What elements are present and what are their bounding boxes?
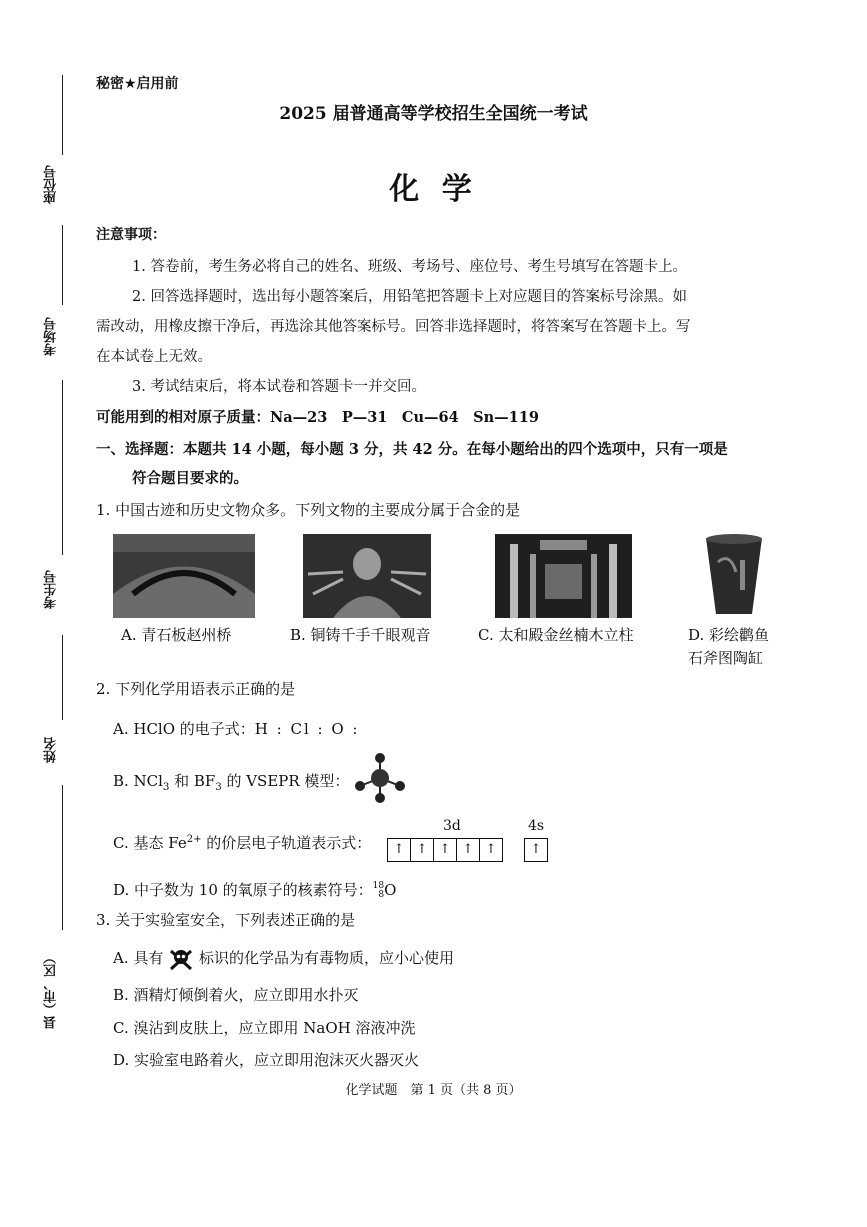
q1-option-c[interactable]: C. 太和殿金丝楠木立柱 bbox=[478, 626, 634, 644]
nuclide-symbol: O bbox=[384, 881, 397, 899]
binding-line-3 bbox=[62, 380, 63, 555]
q1-option-d-cont: 石斧图陶缸 bbox=[688, 649, 764, 667]
q2-option-b-suffix: 的 VSEPR 模型： bbox=[221, 772, 350, 790]
orbital-4s-label: 4s bbox=[528, 818, 545, 834]
q2-option-c-prefix: C. 基态 Fe bbox=[113, 834, 187, 852]
q2-option-b-mid: 和 BF bbox=[169, 772, 216, 790]
seat-number-label: 座位号 bbox=[44, 165, 59, 205]
q2-option-a[interactable] bbox=[113, 718, 359, 739]
skull-crossbones-icon bbox=[168, 947, 194, 971]
q3-option-c[interactable]: C. 溴沾到皮肤上，应立即用 NaOH 溶液冲洗 bbox=[113, 1019, 416, 1037]
page-footer: 化学试题 第 1 页（共 8 页） bbox=[345, 1083, 522, 1098]
q2-option-b-prefix: B. NCl bbox=[113, 772, 163, 790]
q2-option-d[interactable] bbox=[113, 879, 396, 900]
section-one-line1: 一、选择题：本题共 14 小题，每小题 3 分，共 42 分。在每小题给出的四个选项中，只有一项是 bbox=[96, 441, 728, 458]
q3-option-b[interactable]: B. 酒精灯倾倒着火，应立即用水扑灭 bbox=[113, 986, 359, 1004]
q3-stem: 3. 关于实验室安全，下列表述正确的是 bbox=[96, 911, 356, 929]
q1-stem: 1. 中国古迹和历史文物众多。下列文物的主要成分属于合金的是 bbox=[96, 501, 521, 519]
county-label: 县（市、区） bbox=[44, 951, 59, 1029]
orbital-box: ↑ bbox=[524, 838, 548, 862]
q2-option-b[interactable] bbox=[113, 770, 349, 793]
nuclide-mass-number: 18 bbox=[372, 881, 385, 891]
ncl3-subscript: 3 bbox=[162, 782, 170, 793]
atomic-masses: 可能用到的相对原子质量：Na—23 P—31 Cu—64 Sn—119 bbox=[96, 409, 539, 426]
notice-item-1: 1. 答卷前，考生务必将自己的姓名、班级、考场号、座位号、考生号填写在答题卡上。 bbox=[132, 259, 687, 275]
nuclide-atomic-number: 8 bbox=[378, 890, 385, 900]
q1-option-d[interactable]: D. 彩绘鹳鱼 bbox=[688, 626, 770, 644]
q3-option-a-prefix: A. 具有 bbox=[113, 949, 164, 967]
q3-option-a-suffix: 标识的化学品为有毒物质，应小心使用 bbox=[198, 949, 454, 967]
q1-option-a[interactable]: A. 青石板赵州桥 bbox=[121, 626, 232, 644]
orbital-box: ↑ bbox=[456, 838, 480, 862]
q3-option-d[interactable]: D. 实验室电路着火，应立即用泡沫灭火器灭火 bbox=[113, 1051, 420, 1069]
photo-zhaozhou-bridge bbox=[113, 534, 255, 618]
q2-option-c[interactable] bbox=[113, 832, 371, 853]
notice-item-2-cont: 需改动，用橡皮擦干净后，再选涂其他答案标号。回答非选择题时，将答案写在答题卡上。写 bbox=[96, 319, 691, 335]
notice-item-2: 2. 回答选择题时，选出每小题答案后，用铅笔把答题卡上对应题目的答案标号涂黑。如 bbox=[132, 289, 687, 305]
exam-title: 2025 届普通高等学校招生全国统一考试 bbox=[279, 104, 588, 124]
orbital-3d-label: 3d bbox=[443, 818, 461, 834]
name-label: 姓名 bbox=[44, 737, 59, 763]
candidate-number-label: 考生号 bbox=[44, 570, 59, 610]
photo-pottery-jar bbox=[700, 532, 768, 618]
secret-label: 秘密★启用前 bbox=[96, 76, 179, 92]
binding-line-2 bbox=[62, 225, 63, 305]
photo-guanyin-statue bbox=[303, 534, 431, 618]
orbital-box: ↑ bbox=[387, 838, 411, 862]
photo-taihe-hall bbox=[495, 534, 632, 618]
fe-charge: 2+ bbox=[186, 834, 202, 845]
q2-stem: 2. 下列化学用语表示正确的是 bbox=[96, 680, 296, 698]
subject-title: 化 学 bbox=[389, 172, 478, 207]
orbital-3d-boxes bbox=[388, 838, 503, 862]
notice-item-3: 3. 考试结束后，将本试卷和答题卡一并交回。 bbox=[132, 379, 426, 395]
vsepr-model-icon bbox=[352, 752, 408, 804]
exam-room-label: 考场号 bbox=[44, 317, 59, 357]
binding-line-5 bbox=[62, 785, 63, 930]
q3-option-a[interactable] bbox=[113, 947, 454, 971]
notice-title: 注意事项： bbox=[96, 227, 166, 243]
notice-item-2-end: 在本试卷上无效。 bbox=[96, 349, 212, 365]
q2-option-c-suffix: 的价层电子轨道表示式： bbox=[201, 834, 372, 852]
hclo-electron-formula: H : Cl : O : bbox=[254, 720, 360, 738]
orbital-box: ↑ bbox=[479, 838, 503, 862]
orbital-4s-boxes bbox=[525, 838, 548, 862]
section-one-line2: 符合题目要求的。 bbox=[132, 470, 248, 487]
bf3-subscript: 3 bbox=[215, 782, 222, 793]
q1-option-b[interactable]: B. 铜铸千手千眼观音 bbox=[290, 626, 431, 644]
q2-option-a-text: A. HClO 的电子式： bbox=[113, 720, 255, 738]
orbital-box: ↑ bbox=[433, 838, 457, 862]
q2-option-d-text: D. 中子数为 10 的氧原子的核素符号： bbox=[113, 881, 373, 899]
orbital-box: ↑ bbox=[410, 838, 434, 862]
binding-line-4 bbox=[62, 635, 63, 720]
